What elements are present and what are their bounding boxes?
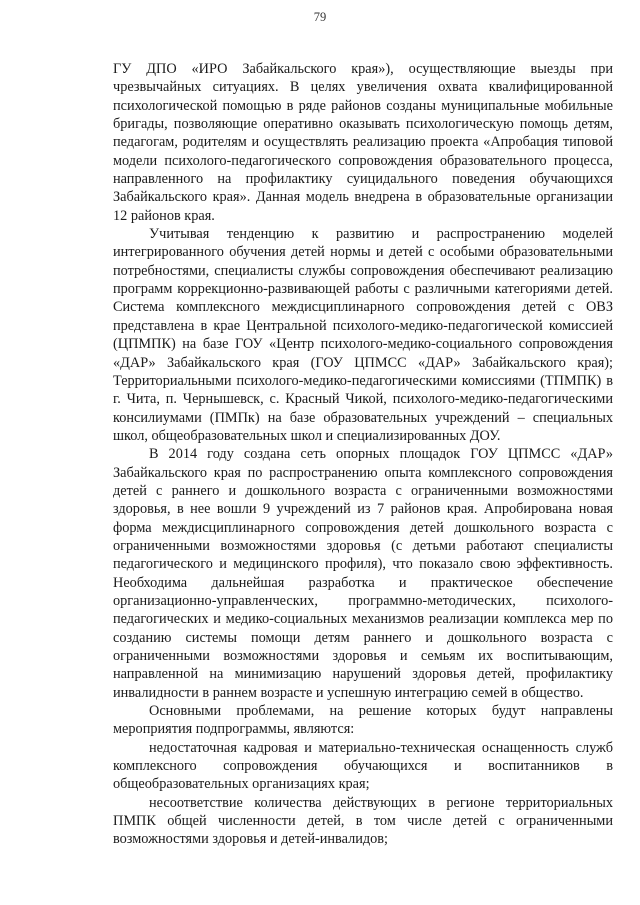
page-number: 79 (313, 10, 327, 24)
paragraph-intro-continuation: ГУ ДПО «ИРО Забайкальского края»), осуществляющие выезды при чрезвычайных ситуациях. В целях увеличения охвата квалифицированной психологической помощью в ряде районов созданы муниципальные мобильные бригады, позволяющие оперативно оказывать психологическую помощь детям, педагогам, родителям и осуществлять реализацию проекта «Апробация типовой модели психолого-педагогического сопровождения образовательного процесса, направленного на профилактику суицидального поведения обучающихся Забайкальского края». Данная модель внедрена в образовательные организации 12 районов края. (113, 61, 613, 224)
problem-item-staffing: недостаточная кадровая и материально-техническая оснащенность служб комплексного сопровождения обучающихся и воспитанников в общеобразовательных организациях края; (113, 739, 613, 793)
paragraph-main-problems: Основными проблемами, на решение которых будут направлены мероприятия подпрограммы, являются: (113, 703, 613, 738)
paragraph-support-network-2014: В 2014 году создана сеть опорных площадок ГОУ ЦПМСС «ДАР» Забайкальского края по распространению опыта комплексного сопровождения детей с раннего и дошкольного возраста с ограниченными возможностями здоровья, в нее вошли 9 учреждений из 7 районов края. Апробирована новая форма междисциплинарного сопровождения детей дошкольного возраста с ограниченными возможностями здоровья (с детьми работают специалисты педагогического и медицинского профиля), что показало свою эффективность. Необходима дальнейшая разработка и практическое обеспечение организационно-управленческих, программно-методических, психолого-педагогических и медико-социальных механизмов реализации комплекса мер по созданию системы помощи детям раннего и дошкольного возраста с ограниченными возможностями здоровья и семьям их воспитывающим, направленной на минимизацию нарушений здоровья детей, профилактику инвалидности в раннем возрасте и успешную интеграцию семей в общество. (113, 446, 613, 701)
problem-item-pmpk-count: несоответствие количества действующих в регионе территориальных ПМПК общей численности детей, в том числе детей с ограниченными возможностями здоровья и детей-инвалидов; (113, 794, 613, 848)
paragraph-integrated-learning: Учитывая тенденцию к развитию и распространению моделей интегрированного обучения детей нормы и детей с особыми образовательными потребностями, специалисты службы сопровождения обеспечивают реализацию программ коррекционно-развивающей работы с различными категориями детей. Система комплексного междисциплинарного сопровождения детей с ОВЗ представлена в крае Центральной психолого-медико-педагогической комиссией (ЦПМПК) на базе ГОУ «Центр психолого-медико-социального сопровождения «ДАР» Забайкальского края (ГОУ ЦПМСС «ДАР» Забайкальского края); Территориальными психолого-медико-педагогическими комиссиями (ТПМПК) в г. Чита, п. Чернышевск, с. Красный Чикой, психолого-медико-педагогическими консилиумами (ПМПк) на базе образовательных учреждений – специальных школ, общеобразовательных школ и специализированных ДОУ. (113, 226, 613, 444)
document-body (113, 60, 613, 849)
